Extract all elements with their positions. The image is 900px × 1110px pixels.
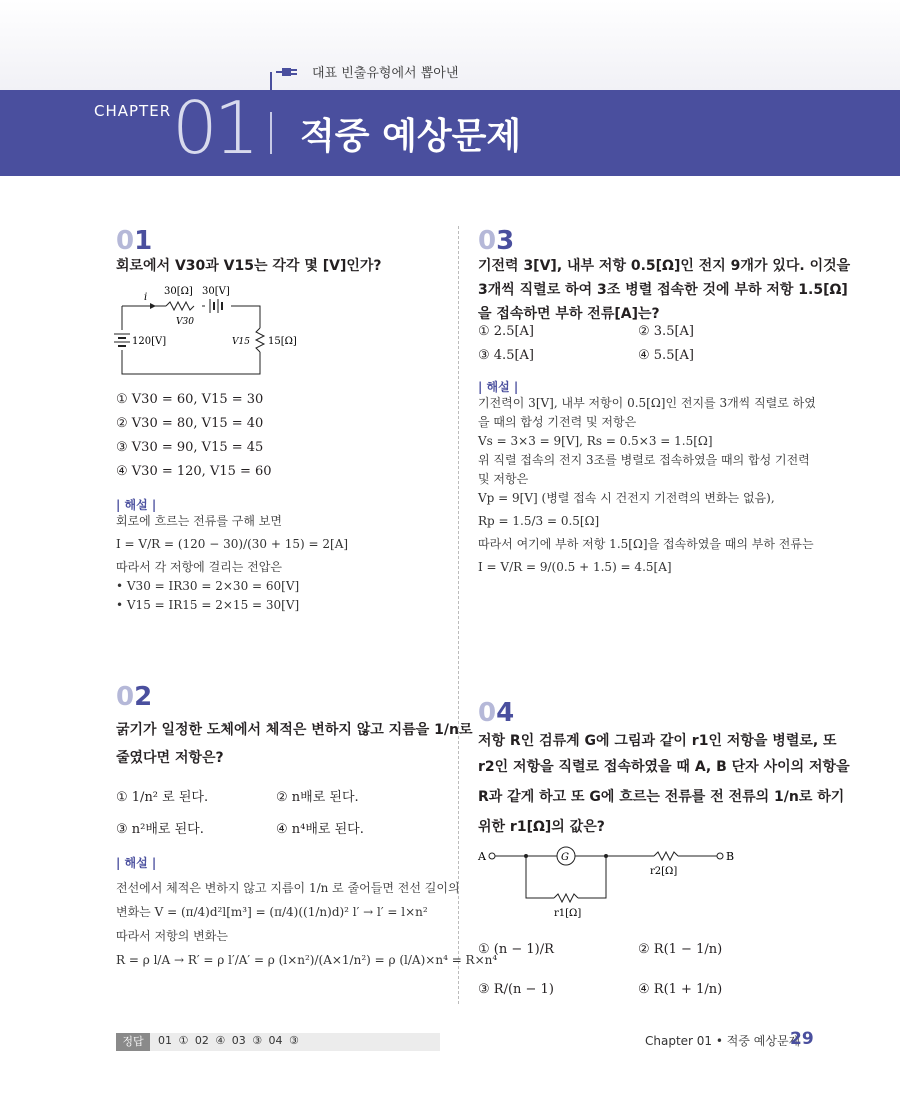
q4-terminal-a: A (478, 850, 486, 863)
q3-option-1[interactable]: ① 2.5[A] (478, 324, 534, 339)
q3-haeseol-label: | 해설 | (478, 380, 519, 394)
q4-question: 저항 R인 검류계 G에 그림과 같이 r1인 저항을 병렬로, 또 r2인 저항을 직렬로 접속하였을 때 A, B 단자 사이의 저항을 R과 같게 하고 또 G에 흐르는 전류를 전 전류의 1/n로 하기 위한 r1[Ω]의 값은? (478, 733, 850, 835)
q3-explanation: 기전력이 3[V], 내부 저항이 0.5[Ω]인 전지를 3개씩 직렬로 하였 을 때의 합성 기전력 및 저항은 Vs = 3×3 = 9[V], Rs = 0.5×3 = 1.5[Ω] 위 직렬 접속의 전지 3조를 병렬로 접속하였을 때의 합성 기전력 및 저항은 Vp = 9[V] (병렬 접속 시 건전지 기전력의 변화는 없음), Rp = 1.5/3 = 0.5[Ω] 따라서 여기에 부하 저항 1.5[Ω]을 접속하였을 때의 부하 전류는 I = V/R = 9/(0.5 + 1.5) = 4.5[A] (478, 396, 816, 574)
q2-haeseol-label: | 해설 | (116, 856, 157, 870)
q3-question: 기전력 3[V], 내부 저항 0.5[Ω]인 전지 9개가 있다. 이것을 3개씩 직렬로 하여 3조 병렬 접속한 것에 부하 저항 1.5[Ω] 을 접속하면 부하 전류[A]는? (478, 258, 851, 322)
q1-explanation: 회로에 흐르는 전류를 구해 보면 I = V/R = (120 − 30)/(30 + 15) = 2[A] 따라서 각 저항에 걸리는 전압은 • V30 = IR30 = 2×30 = 60[V] • V15 = IR15 = 2×15 = 30[V] (116, 514, 349, 612)
q4-galvanometer: G (561, 852, 569, 863)
chapter-separator (270, 112, 272, 154)
q3-option-3[interactable]: ③ 4.5[A] (478, 348, 534, 363)
plug-icon (276, 65, 306, 79)
q4-r1-label: r1[Ω] (554, 908, 582, 919)
q4-option-4[interactable]: ④ R(1 + 1/n) (638, 982, 723, 997)
q2-option-2[interactable]: ② n배로 된다. (276, 790, 359, 805)
q2-question-line2: 줄였다면 저항은? (116, 750, 224, 766)
q4-terminal-b: B (726, 850, 735, 863)
kicker-text: 대표 빈출유형에서 뽑아낸 (312, 66, 459, 81)
q1-current-label: i (144, 292, 148, 303)
q1-haeseol-label: | 해설 | (116, 498, 157, 512)
q1-r30-label: 30[Ω] (164, 286, 193, 297)
q2-option-3[interactable]: ③ n²배로 된다. (116, 822, 204, 837)
q4-option-2[interactable]: ② R(1 − 1/n) (638, 942, 723, 957)
q4-option-1[interactable]: ① (n − 1)/R (478, 942, 554, 957)
chapter-word: CHAPTER (94, 102, 172, 120)
q4-circuit-diagram (478, 842, 758, 926)
q1-number: 01 (116, 226, 153, 256)
q3-number: 03 (478, 226, 515, 256)
q2-option-1[interactable]: ① 1/n² 로 된다. (116, 790, 209, 805)
q2-option-4[interactable]: ④ n⁴배로 된다. (276, 822, 364, 837)
q1-option-4[interactable]: ④ V30 = 120, V15 = 60 (116, 464, 272, 479)
q1-v15-label: V15 (232, 337, 250, 347)
chapter-title: 적중 예상문제 (300, 116, 522, 157)
q3-option-4[interactable]: ④ 5.5[A] (638, 348, 694, 363)
q4-option-3[interactable]: ③ R/(n − 1) (478, 982, 554, 997)
q1-option-3[interactable]: ③ V30 = 90, V15 = 45 (116, 440, 264, 455)
q1-circuit-diagram (110, 282, 297, 382)
answer-key: 01 ① 02 ④ 03 ③ 04 ③ (158, 1034, 299, 1047)
q2-number: 02 (116, 682, 153, 712)
chapter-number: 01 (172, 86, 256, 170)
q2-explanation: 전선에서 체적은 변하지 않고 지름이 1/n 로 줄어들면 전선 길이의 변화는 V = (π/4)d²l[m³] = (π/4)((1/n)d)² l′ → l′ = l×n² 따라서 저항의 변화는 R = ρ l/A → R′ = ρ l′/A′ = ρ (l×n²)/(A×1/n²) = ρ (l/A)×n⁴ = R×n⁴ (116, 881, 498, 967)
q1-source-label: 120[V] (132, 336, 167, 347)
q3-option-2[interactable]: ② 3.5[A] (638, 324, 694, 339)
q1-v30-source-label: 30[V] (202, 286, 230, 297)
kicker (276, 62, 458, 81)
q1-option-1[interactable]: ① V30 = 60, V15 = 30 (116, 392, 264, 407)
q1-option-2[interactable]: ② V30 = 80, V15 = 40 (116, 416, 264, 431)
answer-tag: 정답 (116, 1033, 150, 1051)
page-number: 29 (790, 1029, 814, 1049)
q4-number: 04 (478, 698, 515, 728)
running-footer: Chapter 01 • 적중 예상문제 (645, 1034, 801, 1048)
q1-r15-label: 15[Ω] (268, 336, 297, 347)
q1-v30-label: V30 (176, 317, 194, 327)
q4-r2-label: r2[Ω] (650, 866, 678, 877)
q1-question: 회로에서 V30과 V15는 각각 몇 [V]인가? (116, 258, 382, 274)
q2-question-line1: 굵기가 일정한 도체에서 체적은 변하지 않고 지름을 1/n로 (116, 722, 473, 738)
